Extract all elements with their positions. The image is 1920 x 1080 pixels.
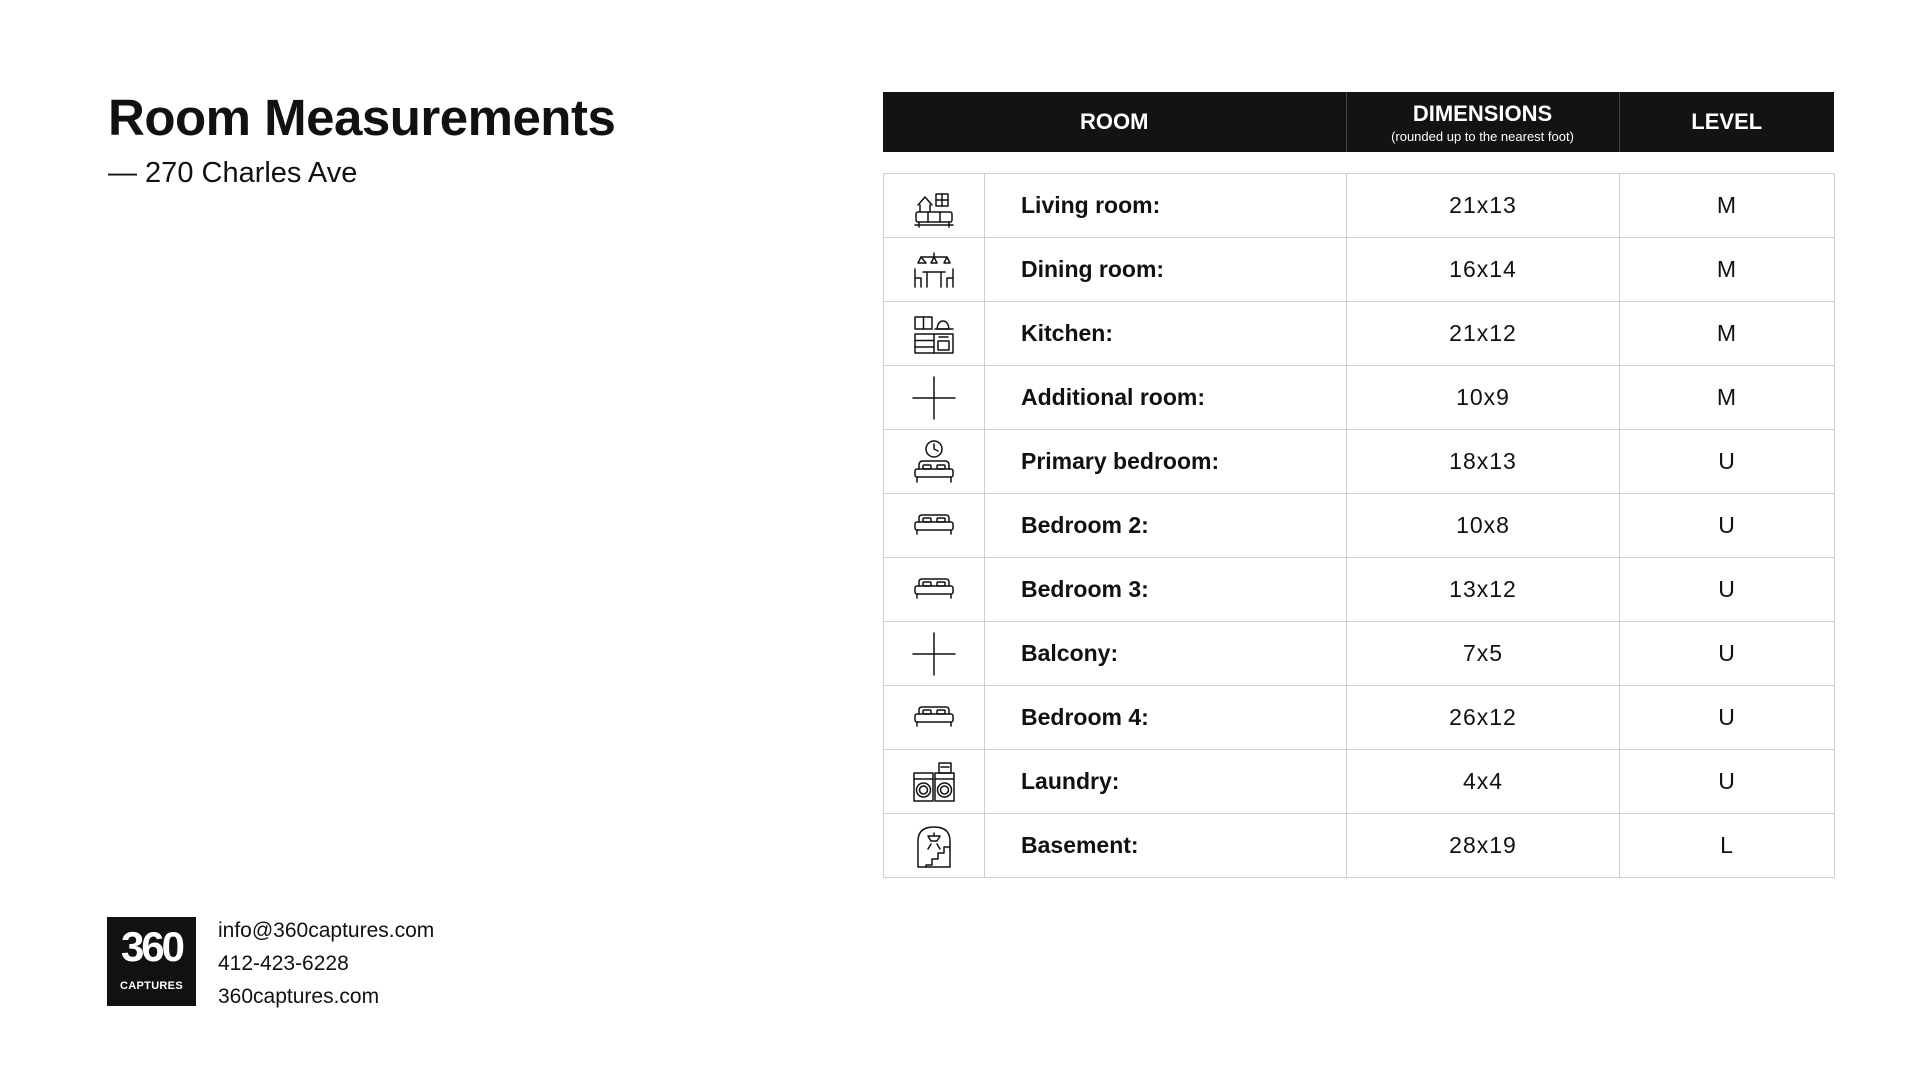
- room-name: Dining room:: [985, 238, 1347, 302]
- logo-word: CAPTURES: [120, 980, 183, 992]
- room-name: Living room:: [985, 174, 1347, 238]
- page-title: Room Measurements: [108, 89, 616, 146]
- table-row: [884, 238, 1835, 302]
- room-name: Balcony:: [985, 622, 1347, 686]
- room-name: Bedroom 2:: [985, 494, 1347, 558]
- room-name: Primary bedroom:: [985, 430, 1347, 494]
- room-name: Bedroom 3:: [985, 558, 1347, 622]
- room-icon-cell: [884, 174, 985, 238]
- bed-icon: [911, 511, 957, 537]
- room-icon-cell: [884, 622, 985, 686]
- room-dimensions: 10x9: [1347, 366, 1620, 430]
- room-icon-cell: [884, 558, 985, 622]
- room-name: Additional room:: [985, 366, 1347, 430]
- room-icon-cell: [884, 494, 985, 558]
- room-icon-cell: [884, 366, 985, 430]
- bed-icon: [911, 703, 957, 729]
- room-dimensions: 18x13: [1347, 430, 1620, 494]
- room-dimensions: 16x14: [1347, 238, 1620, 302]
- bed-icon: [911, 575, 957, 601]
- column-header-dimensions-label: DIMENSIONS: [1412, 100, 1553, 126]
- room-icon-cell: [884, 686, 985, 750]
- room-dimensions: 28x19: [1347, 814, 1620, 878]
- room-level: U: [1620, 430, 1835, 494]
- room-level: M: [1620, 174, 1835, 238]
- room-level: U: [1620, 750, 1835, 814]
- kitchen-icon: [911, 319, 957, 345]
- column-header-dimensions: [1346, 92, 1619, 152]
- basement-stairs-icon: [911, 831, 957, 857]
- room-level: L: [1620, 814, 1835, 878]
- room-icon-cell: [884, 430, 985, 494]
- table-row: [884, 494, 1835, 558]
- living-room-icon: [911, 191, 957, 217]
- room-level: U: [1620, 558, 1835, 622]
- contact-phone: 412-423-6228: [218, 952, 349, 975]
- room-name: Laundry:: [985, 750, 1347, 814]
- room-level: M: [1620, 302, 1835, 366]
- dining-room-icon: [911, 255, 957, 281]
- table-row: [884, 430, 1835, 494]
- logo-number: 360: [120, 923, 183, 970]
- room-dimensions: 4x4: [1347, 750, 1620, 814]
- room-name: Kitchen:: [985, 302, 1347, 366]
- column-header-level: LEVEL: [1619, 92, 1834, 152]
- table-row: [884, 174, 1835, 238]
- table-row: [884, 750, 1835, 814]
- room-icon-cell: [884, 238, 985, 302]
- table-header: [883, 92, 1834, 152]
- primary-bedroom-icon: [911, 447, 957, 473]
- room-level: U: [1620, 686, 1835, 750]
- column-header-dimensions-note: (rounded up to the nearest foot): [1391, 128, 1574, 144]
- room-table: [883, 173, 1835, 878]
- table-row: [884, 814, 1835, 878]
- room-level: M: [1620, 238, 1835, 302]
- room-icon-cell: [884, 750, 985, 814]
- room-dimensions: 26x12: [1347, 686, 1620, 750]
- company-logo: [107, 917, 196, 1006]
- room-level: U: [1620, 622, 1835, 686]
- room-dimensions: 21x12: [1347, 302, 1620, 366]
- room-name: Bedroom 4:: [985, 686, 1347, 750]
- contact-website: 360captures.com: [218, 985, 380, 1008]
- page-subtitle: — 270 Charles Ave: [108, 157, 358, 189]
- room-dimensions: 13x12: [1347, 558, 1620, 622]
- column-header-room: ROOM: [883, 92, 1346, 152]
- room-dimensions: 7x5: [1347, 622, 1620, 686]
- room-dimensions: 10x8: [1347, 494, 1620, 558]
- room-dimensions: 21x13: [1347, 174, 1620, 238]
- room-icon-cell: [884, 302, 985, 366]
- contact-email: info@360captures.com: [218, 919, 435, 942]
- table-row: [884, 366, 1835, 430]
- table-row: [884, 686, 1835, 750]
- table-row: [884, 302, 1835, 366]
- plus-icon: [911, 639, 957, 665]
- plus-icon: [911, 383, 957, 409]
- table-row: [884, 558, 1835, 622]
- contact-info: [218, 914, 434, 1013]
- room-level: M: [1620, 366, 1835, 430]
- room-name: Basement:: [985, 814, 1347, 878]
- laundry-icon: [911, 767, 957, 793]
- room-icon-cell: [884, 814, 985, 878]
- table-row: [884, 622, 1835, 686]
- room-level: U: [1620, 494, 1835, 558]
